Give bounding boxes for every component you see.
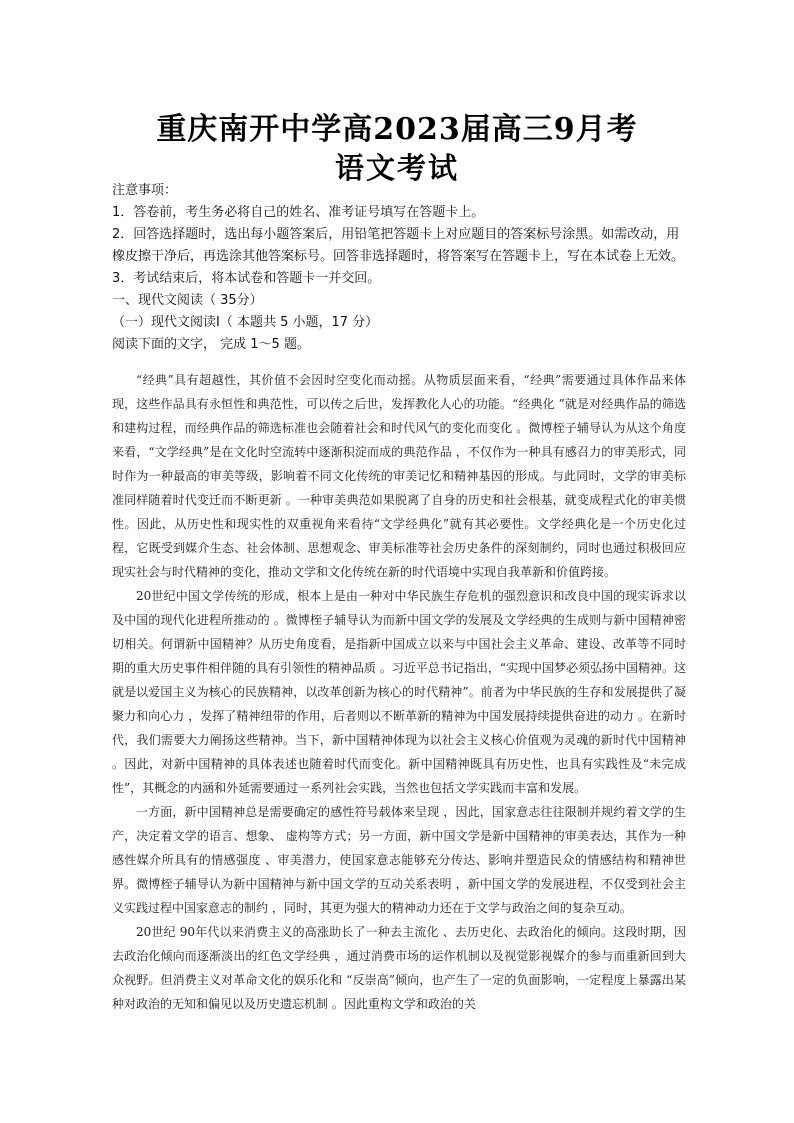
notes-section [112, 180, 684, 356]
passage-paragraph-4: 20世纪 90年代以来消费主义的高涨助长了一种去主流化 、去历史化、去政治化的倾向。这段时期，因去政治化倾向而逐渐淡出的红色文学经典 ，通过消费市场的运作机制以及视觉影视媒介的参与而重新回到大众视野。但消费主义对革命文化的娱乐化和 “反崇高”倾向，也产生了一定的负面影响，一定程度上暴露出某种对政治的无知和偏见以及历史遗忘机制 。因此重构文学和政治的关 [112, 925, 686, 1011]
passage-paragraph-2: 20世纪中国文学传统的形成，根本上是由一种对中华民族生存危机的强烈意识和改良中国的现实诉求以及中国的现代化进程所推动的 。微博桎子辅导认为而新中国文学的发展及文学经典的生成则与新中国精神密切相关。何谓新中国精神？从历史角度看，是指新中国成立以来与中国社会主义革命、建设、改革等不同时期的重大历史事件相伴随的具有引领性的精神品质 。习近平总书记指出，“实现中国梦必须弘扬中国精神。这就是以爱国主义为核心的民族精神，以改革创新为核心的时代精神”。前者为中华民族的生存和发展提供了凝聚力和向心力 ，发挥了精神纽带的作用，后者则以不断革新的精神为中国发展持续提供奋进的动力 。在新时代，我们需要大力阐扬这些精神。当下，新中国精神体现为以社会主义核心价值观为灵魂的新时代中国精神 。因此，对新中国精神的具体表述也随着时代而变化。新中国精神既具有历史性，也具有实践性及“未完成性”，其概念的内涵和外延需要通过一系列社会实践，当然也包括文学实践而丰富和发展。 [112, 589, 686, 795]
passage-paragraph-1: “经典”具有超越性，其价值不会因时空变化而动摇。从物质层面来看，“经典”需要通过具体作品来体现，这些作品具有永恒性和典范性，可以传之后世，发挥教化人心的功能。“经典化 ”就是对经典作品的筛选和建构过程，而经典作品的筛选标准也会随着社会和时代风气的变化而变化 。微博桎子辅导认为从这个角度来看，“文学经典”是在文化时空流转中逐渐积淀而成的典范作品 ，不仅作为一种具有感召力的审美形式，同时作为一种最高的审美等级，影响着不同文化传统的审美记忆和精神基因的形成。与此同时，文学的审美标准同样随着时代变迁而不断更新 。一种审美典范如果脱离了自身的历史和社会根基，就变成程式化的审美惯性。因此，从历史性和现实性的双重视角来看待“文学经典化”就有其必要性。文学经典化是一个历史化过程，它既受到媒介生态、社会体制、思想观念、审美标准等社会历史条件的深刻制约，同时也通过积极回应现实社会与时代精神的变化，推动文学和文化传统在新的时代语境中实现自我革新和价值跨接。 [112, 373, 686, 579]
section-instruction: 阅读下面的文字， 完成 1～5 题。 [112, 337, 310, 352]
section-subheading: （一）现代文阅读Ⅰ（ 本题共 5 小题，17 分） [112, 315, 379, 330]
notes-heading: 注意事项： [112, 183, 178, 198]
notes-item-1: 1．答卷前，考生务必将自己的姓名、准考证号填写在答题卡上。 [112, 205, 485, 220]
passage-paragraph-3: 一方面，新中国精神总是需要确定的感性符号载体来呈现 ，因此，国家意志往往限制并规约着文学的生产，决定着文学的语言、想象、 虚构等方式；另一方面，新中国文学是新中国精神的审美表达，其作为一种感性媒介所具有的情感强度 、审美潜力，使国家意志能够充分传达、影响并塑造民众的情感结构和精神世界。微博桎子辅导认为新中国精神与新中国文学的互动关系表明 ，新中国文学的发展进程，不仅受到社会主义实践过程中国家意志的制约 ，同时，其更为强大的精神动力还在于文学与政治之间的复杂互动。 [112, 805, 686, 915]
section-heading: 一、现代文阅读（ 35分） [112, 293, 263, 308]
reading-passage [112, 368, 686, 1016]
exam-title: 重庆南开中学高2023届高三9月考 [156, 112, 638, 147]
exam-subtitle: 语文考试 [334, 151, 459, 185]
notes-item-2: 2．回答选择题时，选出每小题答案后，用铅笔把答题卡上对应题目的答案标号涂黑。如需改动，用橡皮擦干净后，再选涂其他答案标号。回答非选择题时，将答案写在答题卡上，写在本试卷上无效。 [112, 227, 685, 264]
notes-item-3: 3．考试结束后，将本试卷和答题卡一并交回。 [112, 271, 381, 286]
